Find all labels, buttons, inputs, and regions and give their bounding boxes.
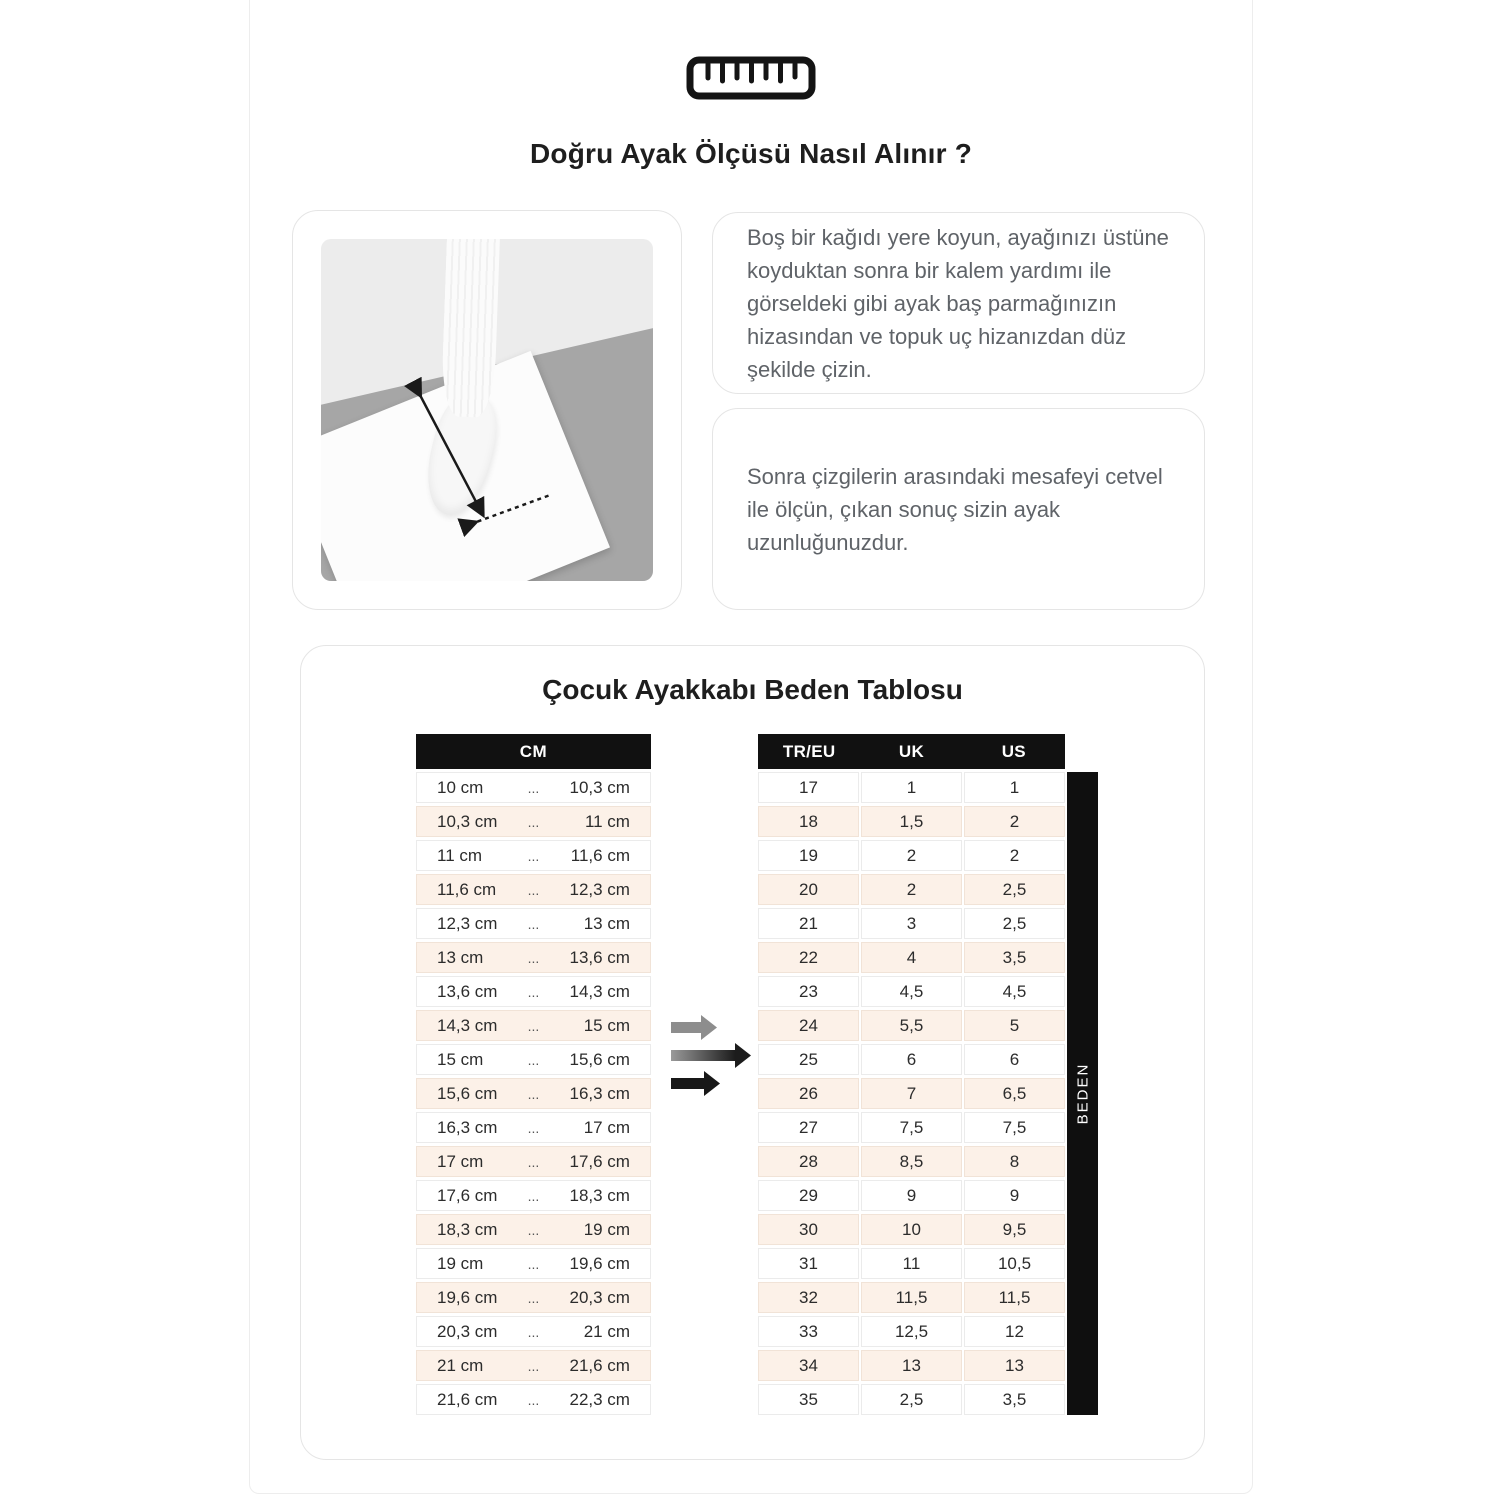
size-table-cell: 30 [758, 1214, 859, 1245]
size-table-cell: 27 [758, 1112, 859, 1143]
size-table-cell: 25 [758, 1044, 859, 1075]
page-title: Doğru Ayak Ölçüsü Nasıl Alınır ? [529, 138, 973, 169]
size-table-cell: 4 [861, 942, 962, 973]
size-table-cell: 4,5 [861, 976, 962, 1007]
size-table-row [758, 1078, 1065, 1109]
cm-table-row: 11,6 cm ... 12,3 cm [416, 874, 651, 905]
instruction-card-1 [712, 212, 1205, 394]
cm-table-row: 18,3 cm ... 19 cm [416, 1214, 651, 1245]
size-table-cell: 13 [964, 1350, 1065, 1381]
size-table-row [758, 1112, 1065, 1143]
size-table-cell: 9,5 [964, 1214, 1065, 1245]
size-table-cell: 21 [758, 908, 859, 939]
cm-table-body [416, 772, 651, 1418]
size-table-cell: 11,5 [861, 1282, 962, 1313]
size-table-header-row [758, 734, 1065, 769]
foot-length-arrow [321, 239, 653, 581]
cm-table-row: 17,6 cm ... 18,3 cm [416, 1180, 651, 1211]
size-table-cell: 2,5 [964, 908, 1065, 939]
size-table-cell: 19 [758, 840, 859, 871]
size-table-cell: 2 [964, 840, 1065, 871]
size-table-cell: 7 [861, 1078, 962, 1109]
size-table-cell: 34 [758, 1350, 859, 1381]
size-table-cell: 4,5 [964, 976, 1065, 1007]
size-table-cell: 9 [861, 1180, 962, 1211]
cm-table-row: 13,6 cm ... 14,3 cm [416, 976, 651, 1007]
size-table-cell: 23 [758, 976, 859, 1007]
size-table-row [758, 976, 1065, 1007]
size-table-row [758, 1350, 1065, 1381]
size-table-row [758, 1248, 1065, 1279]
cm-table-row: 21,6 cm ... 22,3 cm [416, 1384, 651, 1415]
size-table-cell: 3,5 [964, 942, 1065, 973]
instruction-step-2: Sonra çizgilerin arasındaki mesafeyi cetvel ile ölçün, çıkan sonuç sizin ayak uzunluğunuzdur. [747, 463, 1163, 555]
size-table-cell: 11,5 [964, 1282, 1065, 1313]
size-table-cell: 6,5 [964, 1078, 1065, 1109]
size-table-row [758, 908, 1065, 939]
size-table-cell: 2 [861, 840, 962, 871]
size-table-row [758, 1146, 1065, 1177]
size-table-cell: 10,5 [964, 1248, 1065, 1279]
size-table-cell: 2 [861, 874, 962, 905]
size-table-row [758, 1180, 1065, 1211]
size-table-cell: 6 [861, 1044, 962, 1075]
size-table-row [758, 874, 1065, 905]
size-table-cell: 12 [964, 1316, 1065, 1347]
cm-table-row: 19 cm ... 19,6 cm [416, 1248, 651, 1279]
size-table-cell: 1,5 [861, 806, 962, 837]
size-table-row [758, 942, 1065, 973]
cm-table-row: 20,3 cm ... 21 cm [416, 1316, 651, 1347]
size-table-cell: 22 [758, 942, 859, 973]
size-table-row [758, 1214, 1065, 1245]
instruction-card-2 [712, 408, 1205, 610]
size-table-cell: 7,5 [964, 1112, 1065, 1143]
size-table-cell: 17 [758, 772, 859, 803]
size-table-cell: 29 [758, 1180, 859, 1211]
cm-table-row: 15,6 cm ... 16,3 cm [416, 1078, 651, 1109]
size-table-row [758, 1384, 1065, 1415]
ruler-icon [686, 56, 816, 105]
size-table-cell: 24 [758, 1010, 859, 1041]
cm-table-header: CM [416, 734, 651, 769]
size-table-body [758, 772, 1065, 1418]
cm-table-row: 19,6 cm ... 20,3 cm [416, 1282, 651, 1313]
cm-table-row: 17 cm ... 17,6 cm [416, 1146, 651, 1177]
size-table-cell: 8,5 [861, 1146, 962, 1177]
size-table-row [758, 806, 1065, 837]
measurement-photo-card [292, 210, 682, 610]
size-table-cell: 5,5 [861, 1010, 962, 1041]
size-table-header-treu: TR/EU [782, 741, 836, 761]
size-table-cell: 13 [861, 1350, 962, 1381]
instruction-step-1: Boş bir kağıdı yere koyun, ayağınızı üstüne koyduktan sonra bir kalem yardımı ile görseldeki gibi ayak baş parmağınızın hizasından ve topuk uç hizanızdan düz şekilde çizin. [747, 224, 1169, 382]
size-table-row [758, 1282, 1065, 1313]
cm-table-row: 15 cm ... 15,6 cm [416, 1044, 651, 1075]
size-table-cell: 28 [758, 1146, 859, 1177]
size-table-row [758, 840, 1065, 871]
beden-side-label: BEDEN [1074, 1062, 1091, 1125]
size-table-cell: 11 [861, 1248, 962, 1279]
size-table-header-uk: UK [898, 741, 925, 761]
size-table-title: Çocuk Ayakkabı Beden Tablosu [542, 674, 963, 705]
size-table-cell: 8 [964, 1146, 1065, 1177]
cm-table-row: 12,3 cm ... 13 cm [416, 908, 651, 939]
size-table-cell: 1 [861, 772, 962, 803]
size-table-cell: 10 [861, 1214, 962, 1245]
cm-table-row: 16,3 cm ... 17 cm [416, 1112, 651, 1143]
size-table-header-us: US [1001, 741, 1026, 761]
size-table-cell: 12,5 [861, 1316, 962, 1347]
content-frame [249, 0, 1253, 1494]
cm-table-row: 10 cm ... 10,3 cm [416, 772, 651, 803]
foot-measurement-photo [321, 239, 653, 581]
size-table-cell: 5 [964, 1010, 1065, 1041]
size-table-cell: 2 [964, 806, 1065, 837]
transfer-arrows-icon [671, 1014, 756, 1101]
size-table-cell: 32 [758, 1282, 859, 1313]
size-table-cell: 18 [758, 806, 859, 837]
size-table-cell: 3,5 [964, 1384, 1065, 1415]
size-table-cell: 31 [758, 1248, 859, 1279]
cm-table-row: 14,3 cm ... 15 cm [416, 1010, 651, 1041]
size-table-cell: 26 [758, 1078, 859, 1109]
size-table-card [300, 645, 1205, 1460]
size-table-cell: 33 [758, 1316, 859, 1347]
size-table-row [758, 1044, 1065, 1075]
size-table-row [758, 772, 1065, 803]
cm-table-row: 13 cm ... 13,6 cm [416, 942, 651, 973]
size-table-row [758, 1010, 1065, 1041]
beden-side-bar [1067, 772, 1098, 1415]
size-table-cell: 7,5 [861, 1112, 962, 1143]
cm-table-row: 21 cm ... 21,6 cm [416, 1350, 651, 1381]
size-table-cell: 3 [861, 908, 962, 939]
size-table-cell: 2,5 [964, 874, 1065, 905]
size-table-cell: 1 [964, 772, 1065, 803]
cm-table-row: 10,3 cm ... 11 cm [416, 806, 651, 837]
size-table-cell: 35 [758, 1384, 859, 1415]
size-table-row [758, 1316, 1065, 1347]
size-table-cell: 20 [758, 874, 859, 905]
size-table-cell: 2,5 [861, 1384, 962, 1415]
size-table-cell: 6 [964, 1044, 1065, 1075]
size-table-cell: 9 [964, 1180, 1065, 1211]
cm-table-row: 11 cm ... 11,6 cm [416, 840, 651, 871]
